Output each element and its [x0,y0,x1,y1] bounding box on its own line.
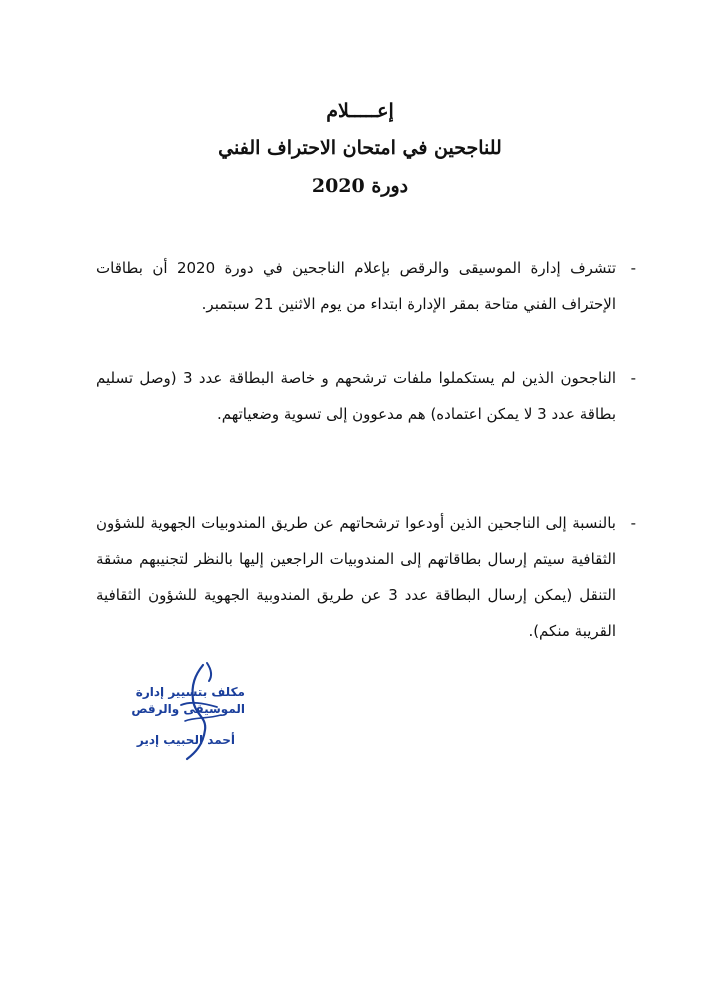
paragraph-text: تتشرف إدارة الموسيقى والرقص بإعلام الناجحين في دورة 2020 أن بطاقات الإحتراف الفني متاحة بمقر الإدارة ابتداء من يوم الاثنين 21 سبتمبر. [96,259,616,313]
paragraph-3 [96,505,636,649]
session-year: دورة 2020 [311,175,409,197]
bullet-dash: - [630,259,636,277]
signatory-name: أحمد الحبيب إدير [136,733,235,747]
signature-stamp [95,655,275,765]
paragraph-text: الناجحون الذين لم يستكملوا ملفات ترشحهم و خاصة البطاقة عدد 3 (وصل تسليم بطاقة عدد 3 لا يمكن اعتماده) هم مدعوون إلى تسوية وضعياتهم. [96,369,617,423]
paragraph-text: بالنسبة إلى الناجحين الذين أودعوا ترشحاتهم عن طريق المندوبيات الجهوية للشؤون الثقافية سيتم إرسال بطاقاتهم إلى المندوبيات الراجعين إليها بالنظر لتجنيبهم مشقة التنقل (يمكن إرسال البطاقة عدد 3 عن طريق المندوبية الجهوية للشؤون الثقافية القريبة منكم). [96,514,616,640]
announcement-subtitle: للناجحين في امتحان الاحتراف الفني [218,137,502,159]
signature-title-line-1: مكلف بتسيير إدارة [135,685,245,699]
bullet-dash: - [630,369,636,387]
paragraph-1 [96,250,636,322]
announcement-title: إعـــــلام [326,100,394,122]
signature-title-line-2: الموسيقى والرقص [131,702,245,716]
paragraph-2 [96,360,636,432]
bullet-dash: - [630,514,636,532]
